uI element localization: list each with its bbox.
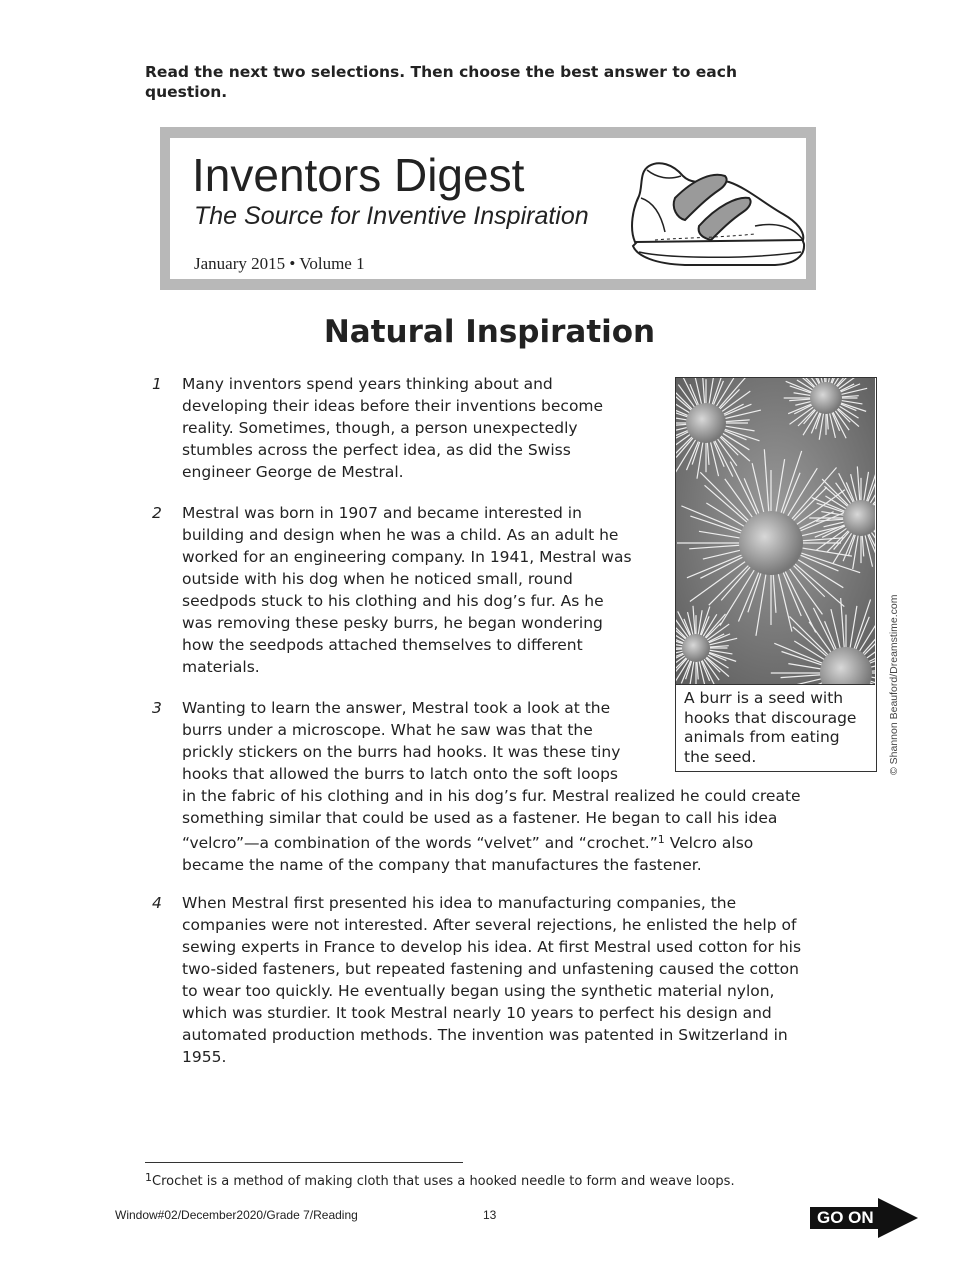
text-line: to wear too quickly. He eventually began using the synthetic material nylon, [182, 982, 775, 1000]
text-line: building and design when he was a child. As an adult he [182, 526, 619, 544]
text-line: engineer George de Mestral. [182, 463, 404, 481]
text-line: outside with his dog when he noticed small, round [182, 570, 573, 588]
text-segment: Velcro also [664, 834, 754, 852]
text-line: something similar that could be used as a fastener. He began to call his idea [182, 809, 778, 827]
footnote-marker: 1 [145, 1171, 152, 1184]
caption-line: the seed. [684, 747, 757, 766]
paragraph-number: 2 [152, 504, 162, 522]
article-title: Natural Inspiration [323, 314, 656, 350]
issue-date: January 2015 • Volume 1 [194, 254, 365, 273]
caption-line: hooks that discourage [684, 708, 857, 727]
text-line: When Mestral first presented his idea to manufacturing companies, the [182, 894, 737, 912]
text-line: became the name of the company that manufactures the fastener. [182, 856, 702, 874]
text-line: was removing these pesky burrs, he began wondering [182, 614, 603, 632]
instructions: Read the next two selections. Then choose the best answer to each question. [145, 63, 737, 101]
text-line: prickly stickers on the burrs had hooks. It was these tiny [182, 743, 621, 761]
paragraph-number: 4 [152, 894, 162, 912]
footnote [145, 1168, 735, 1192]
caption-line: A burr is a seed with [684, 689, 844, 707]
text-segment: “velcro”—a combination of the words “velvet” and “crochet.” [182, 834, 658, 852]
text-line: which was sturdier. It took Mestral nearly 10 years to perfect his design and [182, 1004, 772, 1022]
go-on-arrow [810, 1198, 920, 1238]
paragraph-1 [182, 373, 603, 483]
text-line: 1955. [182, 1048, 227, 1066]
text-line [182, 829, 801, 854]
text-line: materials. [182, 658, 260, 676]
text-line: two-sided fasteners, but repeated fastening and unfastening caused the cotton [182, 960, 799, 978]
text-line: seedpods stuck to his clothing and his dog’s fur. As he [182, 592, 604, 610]
text-line: reality. Sometimes, though, a person unexpectedly [182, 419, 578, 437]
burr-figure [675, 377, 877, 772]
text-line: developing their ideas before their inventions become [182, 397, 604, 415]
text-line: stumbles across the perfect idea, as did the Swiss [182, 441, 571, 459]
text-line: hooks that allowed the burrs to latch onto the soft loops [182, 765, 618, 783]
magazine-title: Inventors Digest [192, 149, 525, 201]
text-line: burrs under a microscope. What he saw was that the [182, 721, 593, 739]
caption-line: animals from eating [684, 728, 840, 746]
footer-test-id: Window#02/December2020/Grade 7/Reading [115, 1208, 358, 1222]
sneaker-icon [625, 148, 810, 273]
paragraph-number: 3 [152, 699, 162, 717]
banner-panel [170, 138, 806, 279]
magazine-banner [160, 127, 816, 290]
text-line: how the seedpods attached themselves to different [182, 636, 583, 654]
paragraph-number: 1 [152, 375, 162, 393]
text-line: in the fabric of his clothing and in his dog’s fur. Mestral realized he could create [182, 787, 801, 805]
text-line: companies were not interested. After several rejections, he enlisted the help of [182, 916, 797, 934]
footnote-divider [145, 1162, 463, 1163]
burr-photo [676, 378, 875, 685]
footnote-ref: 1 [657, 833, 665, 846]
paragraph-4 [182, 892, 801, 1068]
footnote-text: Crochet is a method of making cloth that uses a hooked needle to form and weave loops. [152, 1174, 735, 1189]
go-on-label: GO ON [817, 1208, 874, 1227]
text-line: Mestral was born in 1907 and became interested in [182, 504, 582, 522]
text-line: Many inventors spend years thinking about and [182, 375, 553, 393]
text-line: Wanting to learn the answer, Mestral took a look at the [182, 699, 611, 717]
text-line: sewing experts in France to develop his idea. At first Mestral used cotton for his [182, 938, 802, 956]
text-line: automated production methods. The invention was patented in Switzerland in [182, 1026, 788, 1044]
page-number: 13 [483, 1208, 497, 1222]
photo-credit: © Shannon Beauford/Dreamstime.com [888, 594, 900, 775]
burr-image [676, 378, 875, 684]
paragraph-2 [182, 502, 632, 678]
figure-caption [684, 689, 869, 767]
magazine-subtitle: The Source for Inventive Inspiration [194, 202, 589, 230]
text-line: worked for an engineering company. In 1941, Mestral was [182, 548, 632, 566]
